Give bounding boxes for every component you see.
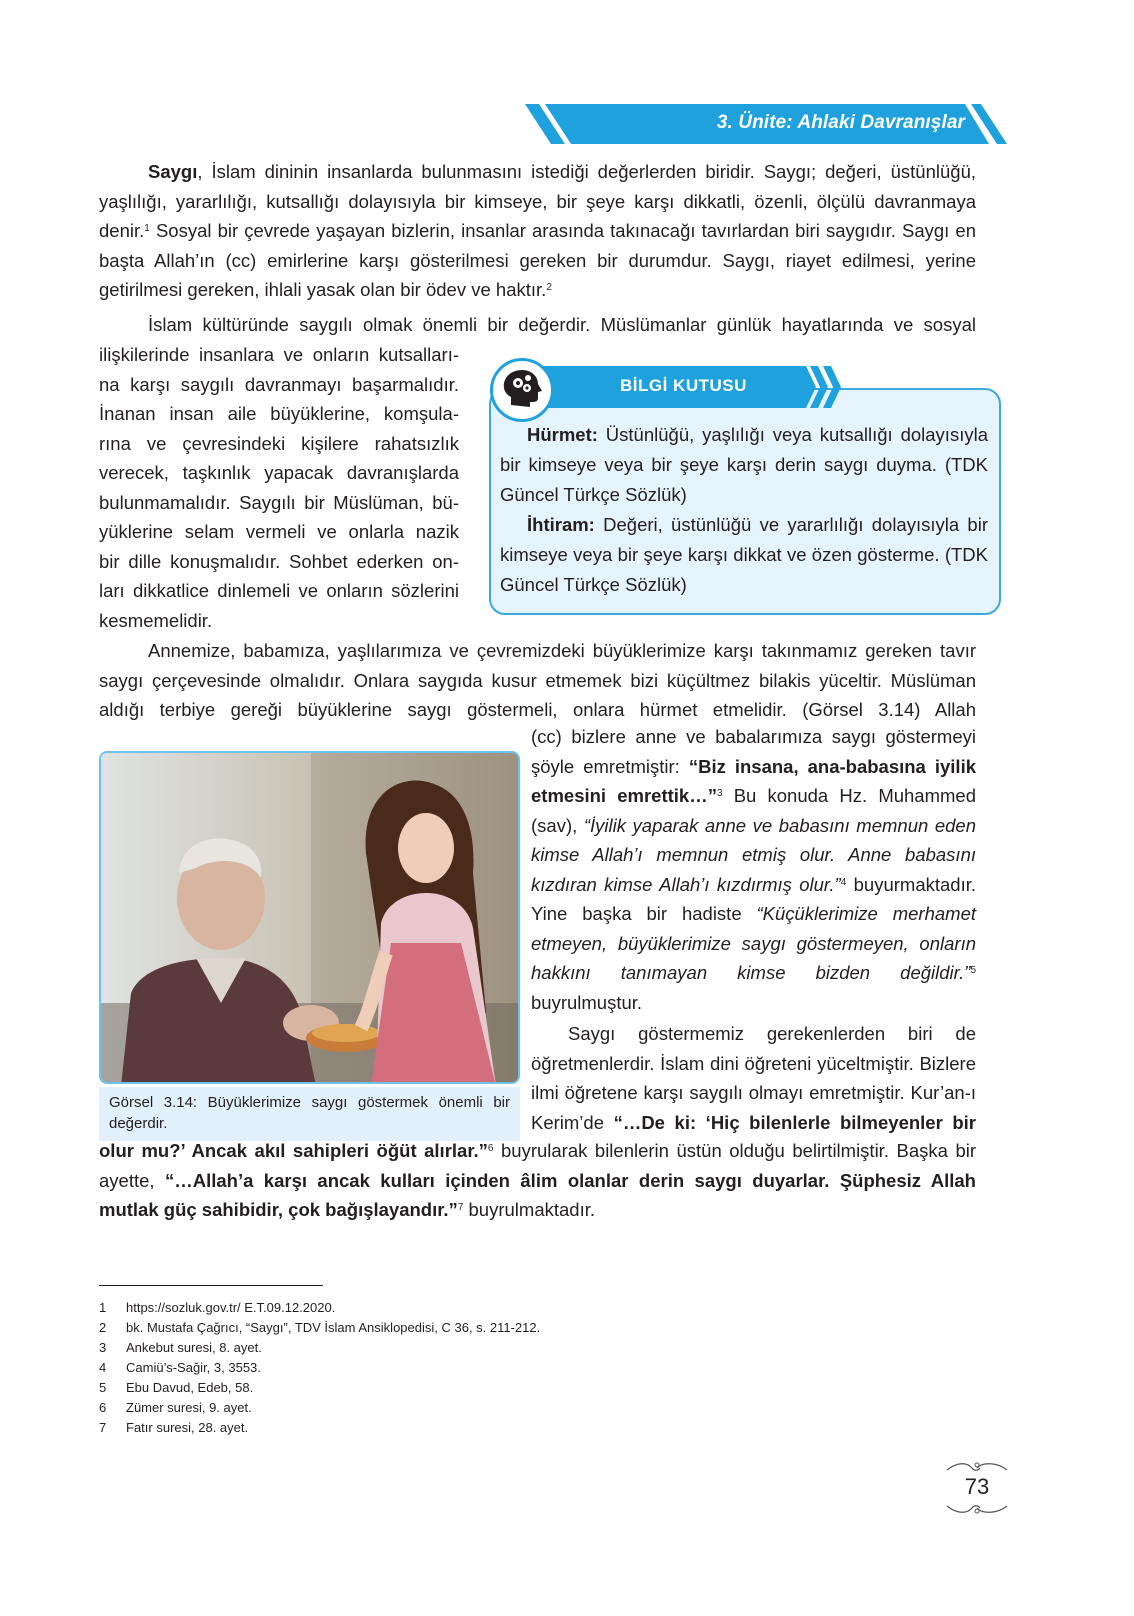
left-line: verecek, taşkınlık yapacak davranışlarda <box>99 462 459 483</box>
left-line: yüklerine selam vermeli ve onlarla nazik <box>99 521 459 542</box>
footnote-item: 4 Camiü’s-Sağir, 3, 3553. <box>99 1360 261 1375</box>
page-ornament-bottom-icon <box>942 1502 1012 1516</box>
paragraph-5-right: Saygı göstermemiz gerekenlerden biri de öğretmenlerdir. İslam dini öğreteni yüceltmiştir. Bizlere ilmi öğretene karşı saygılı olmayı emretmiştir. Kur’an-ı Kerim’de “…De ki: ‘Hiç bilenlerle bilmeyenler bir <box>531 1023 976 1133</box>
brain-gears-icon <box>490 358 554 422</box>
info-box-content <box>500 420 988 600</box>
page-ornament-top-icon <box>942 1460 1012 1474</box>
left-line: ilişkilerinde insanlara ve onların kutsalları- <box>99 344 459 365</box>
unit-header <box>525 104 1009 144</box>
definition-ihtiram: İhtiram: Değeri, üstünlüğü ve yararlılığı dolayısıyla bir kimseye veya bir şeye karşı dikkat ve özen gösterme. (TDK Güncel Türkçe Sözlük) <box>500 514 988 595</box>
left-line: İnanan insan aile büyüklerine, komşula- <box>99 403 459 424</box>
footnote-ref-1: 1 <box>144 223 150 234</box>
ayet-quote-2a: “…De ki: ‘Hiç bilenlerle bilmeyenler bir <box>613 1111 976 1133</box>
footnote-item: 1 https://sozluk.gov.tr/ E.T.09.12.2020. <box>99 1300 336 1315</box>
footnote-ref-2: 2 <box>546 282 552 293</box>
footnote-item: 2 bk. Mustafa Çağrıcı, “Saygı”, TDV İslam Ansiklopedisi, C 36, s. 211-212. <box>99 1320 541 1335</box>
page-number: 73 <box>964 1474 990 1499</box>
paragraph-4: (cc) bizlere anne ve babalarımıza saygı göstermeyi şöyle emretmiştir: “Biz insana, ana-babasına iyilik etmesini emrettik…”$^3$ Bu konuda Hz. Muhammed (sav), “İyilik yaparak anne ve babasını memnun eden kimse Allah’ı memnun etmiş olur. Anne babasını kızdıran kimse Allah’ı kızdırmış olur.”$^4$ buyurmaktadır. Yine başka bir hadiste “Küçüklerimize merhamet etmeyen, büyüklerimize saygı göstermeyen, onların hakkını tanımayan kimse bizden değildir.”$^5$ buyrulmuştur. <box>531 726 976 1013</box>
term-saygi: Saygı <box>148 161 198 182</box>
left-line: na karşı saygılı davranmayı başarmalıdır. <box>99 373 459 395</box>
footnote-ref-4: 4 <box>840 876 847 888</box>
hadith-quote-2: “Küçüklerimize merhamet etmeyen, büyüklerimize saygı göstermeyen, onların hakkını tanımayan kimse bizden değildir.” <box>531 903 976 983</box>
paragraph-2-left-column <box>99 340 459 635</box>
ayet-quote-3: “…Allah’a karşı ancak kulları içinden âlim olanlar derin saygı duyarlar. Şüphesiz Allah mutlak güç sahibidir, çok bağışlayandır.” <box>99 1169 976 1220</box>
ayet-quote-2b: olur mu?’ Ancak akıl sahipleri öğüt alırlar.” <box>99 1140 488 1161</box>
footnote-ref-6: 6 <box>487 1143 494 1154</box>
unit-title: 3. Ünite: Ahlaki Davranışlar <box>716 112 965 133</box>
footnote-ref-5: 5 <box>970 965 976 976</box>
footnote-separator <box>99 1285 323 1286</box>
footnote-item: 7 Fatır suresi, 28. ayet. <box>99 1420 249 1435</box>
hadith-quote-1: “İyilik yaparak anne ve babasını memnun eden kimse Allah’ı memnun etmiş olur. Anne babasını kızdıran kimse Allah’ı kızdırmış olur.” <box>531 814 976 895</box>
left-line: kesmemelidir. <box>99 609 213 631</box>
paragraph-2-first-line: İslam kültüründe saygılı olmak önemli bir değerdir. Müslümanlar günlük hayatlarında ve sosyal <box>148 314 976 335</box>
info-box-title: BİLGİ KUTUSU <box>620 376 747 395</box>
left-line: bulunmamalıdır. Saygılı bir Müslüman, bü- <box>99 491 459 513</box>
footnote-ref-7: 7 <box>457 1202 464 1213</box>
left-line: bir dille konuşmalıdır. Sohbet ederken on- <box>99 550 459 572</box>
paragraph-5-full: olur mu?’ Ancak akıl sahipleri öğüt alırlar.”$^6$ buyrularak bilenlerin üstün olduğu belirtilmiştir. Başka bir ayette, “…Allah’a karşı ancak kulları içinden âlim olanlar derin saygı duyarlar. Şüphesiz Allah mutlak güç sahibidir, çok bağışlayandır.”$^7$ buyrulmaktadır. <box>99 1140 977 1220</box>
footnote-item: 6 Zümer suresi, 9. ayet. <box>99 1400 252 1415</box>
footnote-item: 5 Ebu Davud, Edeb, 58. <box>99 1380 254 1395</box>
definition-hurmet: Hürmet: Üstünlüğü, yaşlılığı veya kutsallığı dolayısıyla bir kimseye veya bir şeye karşı derin saygı duyma. (TDK Güncel Türkçe Sözlük) <box>500 424 988 505</box>
figure-caption: Görsel 3.14: Büyüklerimize saygı göstermek önemli bir değerdir. <box>99 1087 520 1141</box>
footnote-ref-3: 3 <box>716 788 723 799</box>
footnote-item: 3 Ankebut suresi, 8. ayet. <box>99 1340 262 1355</box>
footnotes <box>99 1298 540 1438</box>
ayet-quote-1: “Biz insana, ana-babasına iyilik etmesini emrettik…” <box>531 755 976 806</box>
left-line: rına ve çevresindeki kişilere rahatsızlık <box>99 432 459 454</box>
paragraph-1: Saygı, İslam dininin insanlarda bulunmasını istediği değerlerden biridir. Saygı; değeri, üstünlüğü, yaşlılığı, yararlılığı, kutsallığı dolayısıyla bir kimseye, bir şeye karşı dikkatli, özenli, ölçülü davranmaya denir.$^1$ Sosyal bir çevrede yaşayan bizlerin, insanlar arasında takınacağı tavırlardan biri saygıdır. Saygı en başta Allah’ın (cc) emirlerine karşı gösterilmesi gereken bir durumdur. Saygı, riayet edilmesi, yerine getirilmesi gereken, ihlali yasak olan bir ödev ve haktır.$^2$ <box>99 161 976 300</box>
photo-grandfather-and-girl <box>99 751 520 1084</box>
left-line: ları dikkatlice dinlemeli ve onların sözlerini <box>99 580 459 601</box>
paragraph-3: Annemize, babamıza, yaşlılarımıza ve çevremizdeki büyüklerimize karşı takınmamız gereken tavır saygı çerçevesinde olmalıdır. Onlara saygıda kusur etmemek bizi küçültmez bilakis yüceltir. Müslüman aldığı terbiye gereği büyüklerine saygı göstermeli, onlara hürmet etmelidir. (Görsel 3.14) Allah <box>99 640 976 720</box>
